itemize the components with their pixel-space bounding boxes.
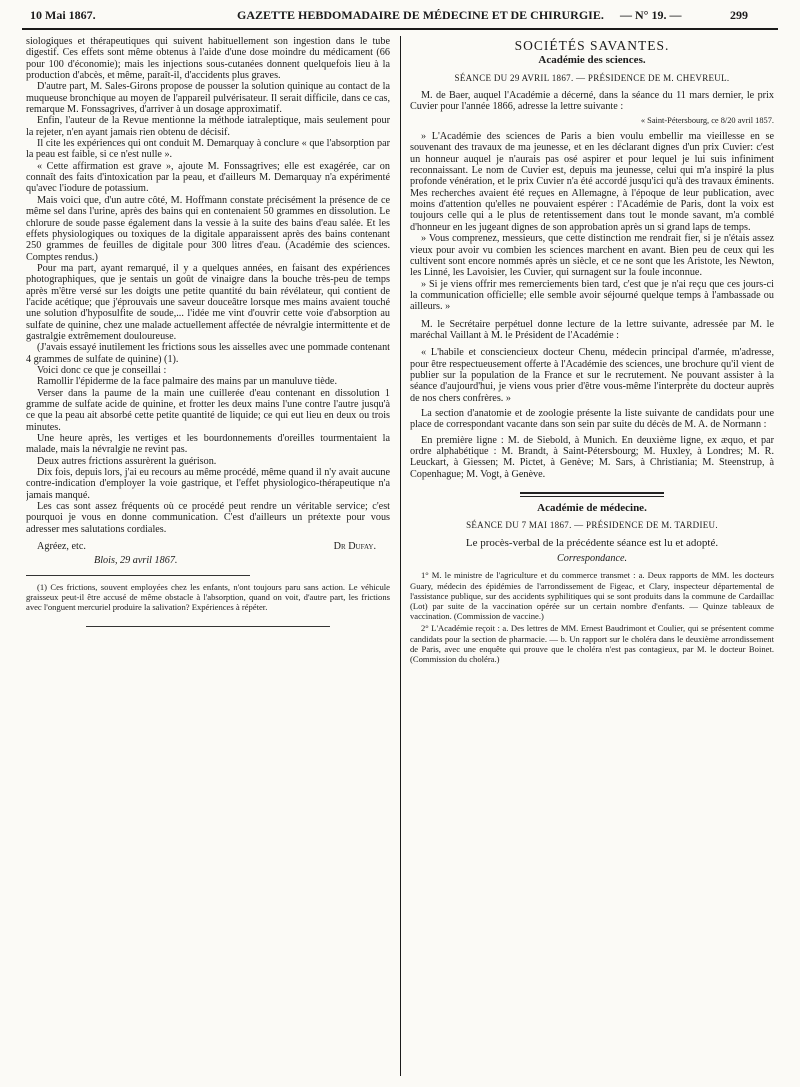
proces-verbal: Le procès-verbal de la précédente séance est lu et adopté. <box>465 536 719 549</box>
closing: Agréez, etc. <box>37 541 86 553</box>
section-rule <box>520 492 664 497</box>
paragraph: Deux autres frictions assurèrent la guérison. <box>37 455 217 467</box>
session-line: SÉANCE DU 29 AVRIL 1867. — PRÉSIDENCE DE M. CHEVREUL. <box>454 72 730 83</box>
paragraph: siologiques et thérapeutiques qui suivent habituellement son ingestion dans le tube digestif. Ces effets sont même obtenus à l'aide d'une dose moindre du médicament (66 pour 100 d'économie); mais les injections sous-cutanées donnent quelquefois lieu à la production d'abcès, et même, paraît-il, d'accidents plus graves. <box>26 36 390 82</box>
paragraph: « L'habile et consciencieux docteur Chenu, médecin principal d'armée, m'adresse, pour être respectueusement offerte à l'Académie des sciences, une brochure qu'il vient de publier sur la population de la France et sur le recrutement. Ne pouvant assister à la séance d'aujourd'hui, je viens vous prier d'être vous-même l'interprète du docteur auprès de nos chers confrères. » <box>410 347 774 404</box>
paragraph: M. de Baer, auquel l'Académie a décerné, dans la séance du 11 mars dernier, le prix Cuvier pour l'année 1866, adresse la lettre suivante : <box>410 90 774 113</box>
paragraph: Verser dans la paume de la main une cuillerée d'eau contenant en dissolution 1 gramme de sulfate acide de quinine, et frotter les deux mains l'une contre l'autre jusqu'à ce que la peau ait absorbé cette petite quantité de liquide; ce qui eut lieu en deux ou trois minutes. <box>26 387 390 433</box>
issue-number: — N° 19. — <box>620 8 682 22</box>
paragraph: Ramollir l'épiderme de la face palmaire des mains par un manuluve tiède. <box>37 376 337 388</box>
page-header <box>22 6 778 26</box>
journal-title: GAZETTE HEBDOMADAIRE DE MÉDECINE ET DE CHIRURGIE. <box>237 8 604 22</box>
place-date: Blois, 29 avril 1867. <box>94 555 178 567</box>
paragraph: » L'Académie des sciences de Paris a bien voulu embellir ma vieillesse en se souvenant des travaux de ma jeunesse, et en les déclarant dignes d'un prix Cuvier: c'est un honneur auquel je n'aurais pas osé aspirer et pour lequel je lui suis infiniment reconnaissant. Le nom de Cuvier est, depuis ma jeunesse, celui qui m'a inspiré la plus profonde vénération, et le prix Cuvier n'a été accordé jusqu'ici qu'à des travaux éminents. Mes recherches avaient été reçues en Allemagne, à l'époque de leur publication, avec moins d'attention qu'elles ne pouvaient espérer : l'Académie de Paris, dont la voix est toujours celle qui a le plus de retentissement dans tout le monde savant, m'a comblé d'honneur en les jugeant dignes de son approbation après un si grand laps de temps. <box>410 131 774 233</box>
paragraph: 2° L'Académie reçoit : a. Des lettres de MM. Ernest Baudrimont et Coulier, qui se présentent comme candidats pour la section de pharmacie. — b. Un rapport sur le choléra dans le deuxième arrondissement de Paris, avec une enquête qui prouve que le choléra n'est pas contagieux, par M. le docteur Boinet. (Commission du choléra.) <box>410 623 774 665</box>
paragraph: M. le Secrétaire perpétuel donne lecture de la lettre suivante, adressée par M. le maréchal Vaillant à M. le Président de l'Académie : <box>410 318 774 341</box>
session-line: SÉANCE DU 7 MAI 1867. — PRÉSIDENCE DE M. TARDIEU. <box>466 520 718 531</box>
signature: Dr Dufay. <box>333 541 376 553</box>
paragraph: Dix fois, depuis lors, j'ai eu recours au même procédé, même quand il n'y avait aucune contre-indication d'employer la voie gastrique, et l'effet physiologico-thérapeutique n'a jamais manqué. <box>26 467 390 501</box>
paragraph: Une heure après, les vertiges et les bourdonnements d'oreilles tourmentaient la malade, mais la névralgie ne revint pas. <box>26 433 390 456</box>
paragraph: Voici donc ce que je conseillai : <box>37 364 167 376</box>
paragraph: Il cite les expériences qui ont conduit M. Demarquay à conclure « que l'absorption par la peau est faible, si ce n'est nulle ». <box>26 138 390 161</box>
letter-dateline: « Saint-Pétersbourg, ce 8/20 avril 1857. <box>640 115 774 125</box>
header-rule <box>22 28 778 30</box>
footnote-rule <box>26 575 250 576</box>
subsection-heading: Correspondance. <box>556 553 628 565</box>
left-column <box>26 36 390 1076</box>
paragraph: Mais voici que, d'un autre côté, M. Hoffmann constate précisément la présence de ce même sel dans l'urine, après des bains qui en contenaient 50 grammes en dissolution. Le chlorure de soude passe également dans la vessie à la suite des bains d'eau salée. Et les effets physiologiques ou toxiques de la digitale apparaissent après des bains contenant 250 grammes de feuilles de digitale pour 300 litres d'eau. (Académie des sciences. Comptes rendus.) <box>26 194 390 263</box>
paragraph: La section d'anatomie et de zoologie présente la liste suivante de candidats pour une place de correspondant vacante dans son sein par suite du décès de M. A. de Normann : <box>410 407 774 431</box>
paragraph: » Vous comprenez, messieurs, que cette distinction me rendrait fier, si je n'étais assez vieux pour avoir vu combien les sciences marchent en avant. Bien peu de ceux qui les cultivent sont encore nommés après un siècle, et ce ne sont que les Aristote, les Newton, les Linné, les Lavoisier, les Cuvier, qui surnagent sur la foule inconnue. <box>410 233 774 279</box>
paragraph: En première ligne : M. de Siebold, à Munich. En deuxième ligne, ex æquo, et par ordre alphabétique : M. Brandt, à Saint-Pétersbourg; M. Huxley, à Londres; M. R. Leuckart, à Giessen; M. Pictet, à Genève; M. Sars, à Christiania; M. Steenstrup, à Copenhague; M. Vogt, à Genève. <box>410 434 774 480</box>
signature-block <box>26 541 390 552</box>
paragraph: D'autre part, M. Sales-Girons propose de pousser la solution quinique au contact de la muqueuse bronchique au moyen de l'appareil pulvérisateur. Il serait difficile, dans ce cas, remarque M. Fonssagrives, d'arriver à un dosage approximatif. <box>26 81 390 116</box>
section-title: SOCIÉTÉS SAVANTES. <box>514 38 670 53</box>
paragraph: Enfin, l'auteur de la Revue mentionne la méthode iatraleptique, mais seulement pour la rejeter, n'en ayant jamais rien obtenu de décisif. <box>26 115 390 138</box>
end-rule <box>86 626 330 627</box>
column-divider <box>400 36 401 1076</box>
page-number: 299 <box>730 8 748 22</box>
paragraph: « Cette affirmation est grave », ajoute M. Fonssagrives; elle est exagérée, car on connaît des faits d'intoxication par la peau, et d'ailleurs M. Demarquay n'a expérimenté qu'avec l'iodure de potassium. <box>26 160 390 195</box>
paragraph: Les cas sont assez fréquents où ce procédé peut rendre un véritable service; c'est pourquoi je vous en donne communication. C'est d'ailleurs un prétexte pour vous adresser mes salutations cordiales. <box>26 501 390 535</box>
paragraph: » Si je viens offrir mes remerciements bien tard, c'est que je n'ai reçu que ces jours-ci la communication officielle; elle semble avoir séjourné quelque temps à l'ambassade ou ailleurs. » <box>410 278 774 313</box>
paragraph: Pour ma part, ayant remarqué, il y a quelques années, en faisant des expériences photographiques, que je sentais un goût de vinaigre dans la bouche très-peu de temps après m'être versé sur les doigts une petite quantité du bain révélateur, qui contient de l'acide acétique; que j'éprouvais une saveur douceâtre lorsque mes mains avaient touché une solution d'hyposulfite de soude,... l'idée me vint d'ouvrir cette voie d'absorption au sulfate de quinine, chez une malade actuellement affectée de névralgie intermittente et de gastralgie extrêmement douloureuse. <box>26 262 390 342</box>
paragraph: 1° M. le ministre de l'agriculture et du commerce transmet : a. Deux rapports de MM. les docteurs Guary, médecin des épidémies de l'arrondissement de Figeac, et Clary, inspecteur départemental de l'assistance publique, sur des accidents syphilitiques qui se sont produits dans la commune de Cardaillac (Lot) par suite de la vaccination opérée sur un certain nombre d'enfants. — Quinze tableaux de vaccination. (Commission de vaccine.) <box>410 570 774 622</box>
footnote: (1) Ces frictions, souvent employées chez les enfants, n'ont toujours paru sans action. Le véhicule graisseux peut-il être accusé de même obstacle à l'absorption, quand on voit, d'autre part, les frictions avec l'onguent mercuriel produire la salivation? Expériences à répéter. <box>26 581 390 613</box>
academy-heading: Académie des sciences. <box>538 54 646 67</box>
academy-heading: Académie de médecine. <box>537 502 647 515</box>
paragraph: (J'avais essayé inutilement les frictions sous les aisselles avec une pommade contenant 4 grammes de sulfate de quinine) (1). <box>26 342 390 365</box>
right-column <box>410 36 774 1076</box>
header-date: 10 Mai 1867. <box>30 8 96 22</box>
